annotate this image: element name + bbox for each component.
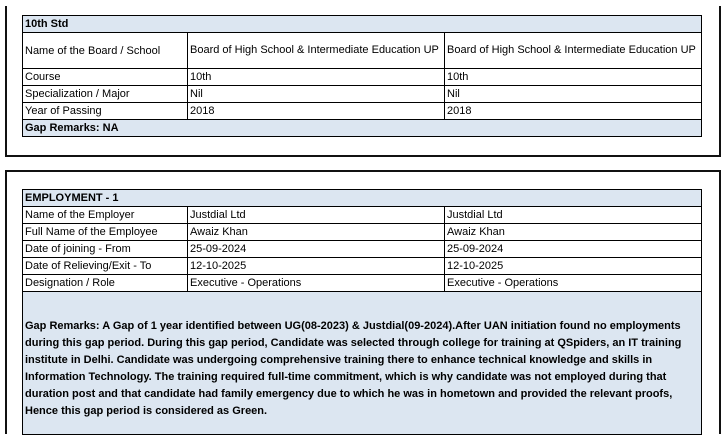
specialization-value-2: Nil xyxy=(445,86,702,103)
employment-gap-remarks: Gap Remarks: A Gap of 1 year identified between UG(08-2023) & Justdial(09-2024).After UAN initiation found no employments during this gap period. During this gap period, Candidate was selected through college for training at QSpiders, an IT training institute in Delhi. Candidate was undergoing comprehensive training there to enhance technical knowledge and skills in Information Technology. The training required full-time commitment, which is why candidate was not employed during that duration post and that candidate had family emergency due to which he was in hometown and provided the relevant proofs, Hence this gap period is considered as Green. xyxy=(23,292,702,435)
board-value-1: Board of High School & Intermediate Education UP xyxy=(188,33,445,69)
board-value-2: Board of High School & Intermediate Education UP xyxy=(445,33,702,69)
employee-name-value-1: Awaiz Khan xyxy=(188,224,445,241)
employment-panel xyxy=(5,170,721,434)
employer-value-2: Justdial Ltd xyxy=(445,207,702,224)
employer-value-1: Justdial Ltd xyxy=(188,207,445,224)
designation-value-2: Executive - Operations xyxy=(445,275,702,292)
relieving-date-value-2: 12-10-2025 xyxy=(445,258,702,275)
relieving-date-label: Date of Relieving/Exit - To xyxy=(23,258,188,275)
employee-name-value-2: Awaiz Khan xyxy=(445,224,702,241)
specialization-label: Specialization / Major xyxy=(23,86,188,103)
course-value-1: 10th xyxy=(188,69,445,86)
education-gap-remarks: Gap Remarks: NA xyxy=(23,120,702,137)
designation-value-1: Executive - Operations xyxy=(188,275,445,292)
year-label: Year of Passing xyxy=(23,103,188,120)
designation-label: Designation / Role xyxy=(23,275,188,292)
relieving-date-value-1: 12-10-2025 xyxy=(188,258,445,275)
board-label: Name of the Board / School xyxy=(23,33,188,69)
joining-date-label: Date of joining - From xyxy=(23,241,188,258)
specialization-value-1: Nil xyxy=(188,86,445,103)
education-section-title: 10th Std xyxy=(23,16,702,33)
employment-section-title: EMPLOYMENT - 1 xyxy=(23,190,702,207)
joining-date-value-1: 25-09-2024 xyxy=(188,241,445,258)
course-value-2: 10th xyxy=(445,69,702,86)
year-value-2: 2018 xyxy=(445,103,702,120)
education-table xyxy=(22,15,702,137)
year-value-1: 2018 xyxy=(188,103,445,120)
course-label: Course xyxy=(23,69,188,86)
employee-name-label: Full Name of the Employee xyxy=(23,224,188,241)
employment-table xyxy=(22,189,702,435)
employer-label: Name of the Employer xyxy=(23,207,188,224)
education-panel xyxy=(5,6,721,157)
joining-date-value-2: 25-09-2024 xyxy=(445,241,702,258)
